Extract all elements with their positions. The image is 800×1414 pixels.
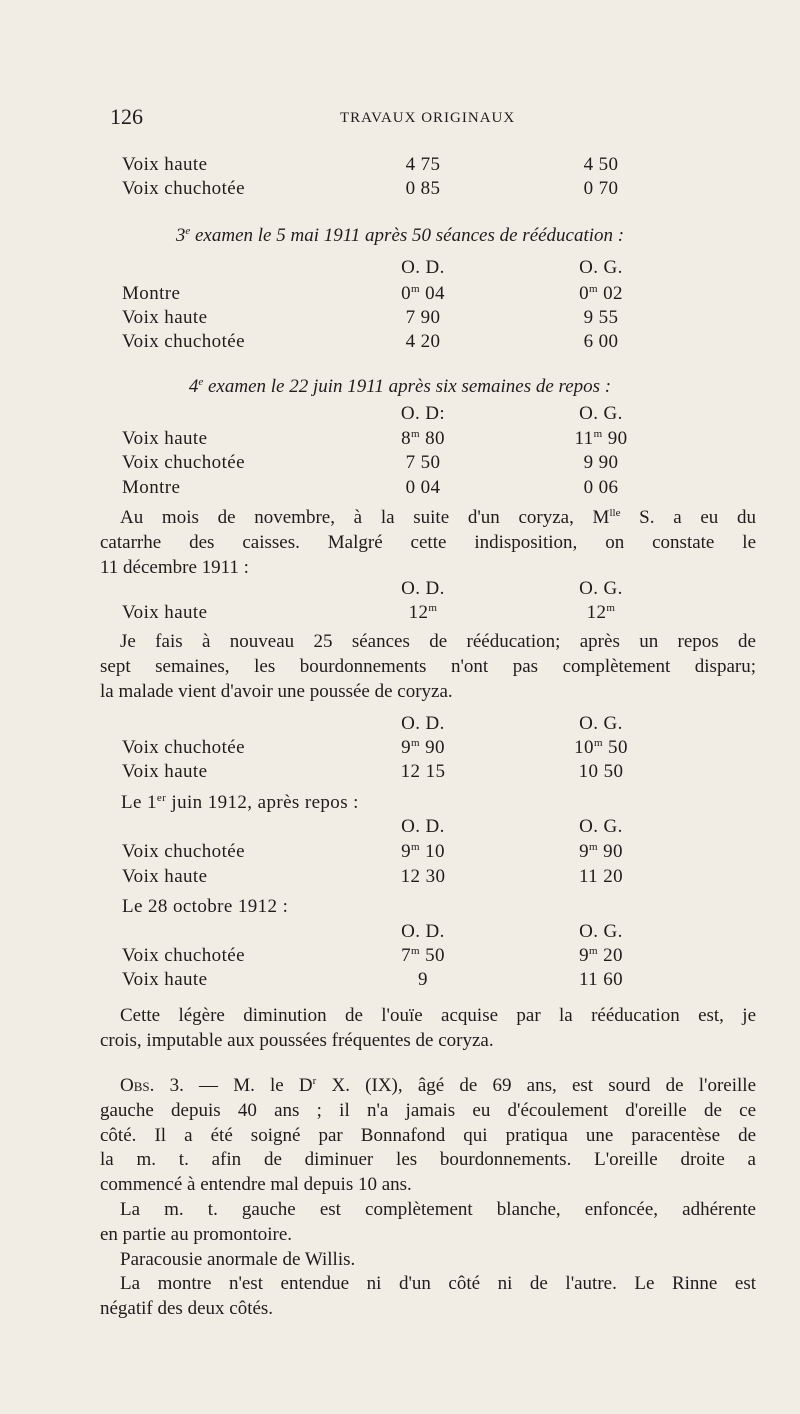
od-value: 12 30 [400,866,446,887]
col-od: O. D. [401,578,445,599]
row-label: Voix haute [122,154,208,175]
exam4-heading: 4e examen le 22 juin 1911 après six semaines de repos : [188,376,612,397]
og-value: 11 60 [578,969,624,990]
paragraph-reeducation: Je fais à nouveau 25 séances de rééducation; après un repos de sept semaines, les bourdonnements n'ont pas complètement disparu; la malade vient d'avoir une poussée de coryza. [100,631,756,702]
od-value: 9 [418,969,428,990]
table-row [0,477,800,507]
og-value: 4 50 [583,154,619,175]
row-label: Voix chuchotée [122,841,245,862]
od-value: 9$^m$ 10 [401,841,445,862]
og-value: 6 00 [583,331,619,352]
table-row [0,969,800,999]
row-label: Montre [122,477,181,498]
row-label: Voix chuchotée [122,737,245,758]
row-label: Voix chuchotée [122,331,245,352]
od-value: 4 20 [405,331,441,352]
og-value: 10$^m$ 50 [574,737,628,758]
row-label: Voix haute [122,866,208,887]
og-value: 9 90 [583,452,619,473]
od-value: 4 75 [405,154,441,175]
od-value: 0 85 [405,178,441,199]
od-value: 12$^m$ [408,602,438,623]
og-value: 12$^m$ [586,602,616,623]
col-od: O. D. [401,257,445,278]
col-od: O. D. [401,713,445,734]
row-label: Montre [122,283,181,304]
col-og: O. G. [579,403,623,424]
row-label: Voix chuchotée [122,178,245,199]
june-1912-label: Le 1er juin 1912, après repos : [121,792,359,813]
row-label: Voix chuchotée [122,452,245,473]
col-og: O. G. [579,257,623,278]
paragraph-conclusion: Cette légère diminution de l'ouïe acquise par la rééducation est, je crois, imputable aux poussées fréquentes de coryza. [100,1005,756,1051]
table-row [0,761,800,791]
table-row [0,331,800,361]
row-label: Voix haute [122,428,208,449]
observation-3: Obs. 3. — M. le $D^r$ X. (IX), âgé de 69 ans, est sourd de l'oreille gauche depuis 40 ans ; il n'a jamais eu d'écoulement d'oreille de ce côté. Il a été soigné par Bonnafond qui pratiqua une paracentèse de la m. t. afin de diminuer les bourdonnements. L'oreille droite a commencé à entendre mal depuis 10 ans. La m. t. gauche est complètement blanche, enfoncée, adhérente en partie au promontoire. Paracousie anormale de Willis. La montre n'est entendue ni d'un côté ni de l'autre. Le Rinne est négatif des deux côtés. [100,1075,757,1320]
table-row [0,866,800,896]
row-label: Voix haute [122,307,208,328]
og-value: 9$^m$ 20 [579,945,623,966]
table-row [0,602,800,632]
od-value: 12 15 [400,761,446,782]
col-od: O. D. [401,816,445,837]
og-value: 0 06 [583,477,619,498]
od-value: 7 90 [405,307,441,328]
exam3-heading: 3e examen le 5 mai 1911 après 50 séances de rééducation : [175,225,625,246]
od-value: 9$^m$ 90 [401,737,445,758]
page-number: 126 [110,104,143,129]
running-title: TRAVAUX ORIGINAUX [340,110,516,126]
od-value: 7 50 [405,452,441,473]
col-og: O. G. [579,816,623,837]
od-value: 8$^m$ 80 [401,428,445,449]
og-value: 0$^m$ 02 [579,283,623,304]
col-og: O. G. [579,713,623,734]
og-value: 10 50 [578,761,624,782]
od-value: 0 04 [405,477,441,498]
og-value: 9$^m$ 90 [579,841,623,862]
col-od: O. D. [401,921,445,942]
col-od: O. D: [400,403,446,424]
od-value: 0$^m$ 04 [401,283,445,304]
og-value: 11$^m$ 90 [574,428,628,449]
row-label: Voix haute [122,969,208,990]
col-og: O. G. [579,921,623,942]
row-label: Voix haute [122,761,208,782]
paragraph-november: Au mois de novembre, à la suite d'un coryza, $M^{lle}$ S. a eu du catarrhe des caisses. Malgré cette indisposition, on constate le 11 décembre 1911 : [100,507,756,578]
row-label: Voix haute [122,602,208,623]
og-value: 9 55 [583,307,619,328]
table-row [0,178,800,208]
row-label: Voix chuchotée [122,945,245,966]
og-value: 0 70 [583,178,619,199]
od-value: 7$^m$ 50 [401,945,445,966]
col-og: O. G. [579,578,623,599]
october-1912-label: Le 28 octobre 1912 : [122,896,289,917]
og-value: 11 20 [578,866,624,887]
